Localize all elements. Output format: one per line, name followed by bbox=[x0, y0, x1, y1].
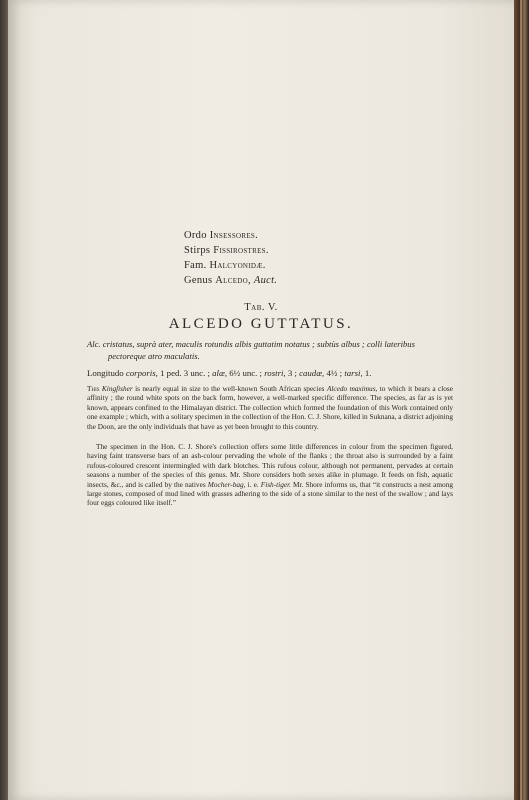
family-prefix: Fam. bbox=[184, 260, 207, 271]
measure-corporis-value: 1 ped. 3 unc. ; bbox=[157, 368, 210, 378]
paragraph1-text-a: is nearly equal in size to the well-known South African species bbox=[132, 384, 327, 393]
stirps-name: Fissirostres. bbox=[213, 245, 269, 256]
description-paragraph-2 bbox=[87, 442, 453, 508]
measure-tarsi-label: tarsi, bbox=[344, 368, 363, 378]
paragraph2-text-b: i. e. bbox=[245, 479, 261, 489]
plate-number: Tab. V. bbox=[244, 302, 278, 313]
measurements-line bbox=[87, 368, 447, 379]
genus-name: Alcedo, bbox=[215, 275, 251, 286]
genus-authority: Auct. bbox=[253, 275, 278, 286]
paragraph-lead-word: Kingfisher bbox=[101, 384, 133, 393]
family-line bbox=[184, 260, 354, 272]
measure-caudae-value: 4½ ; bbox=[324, 368, 343, 378]
latin-description bbox=[87, 339, 447, 362]
description-paragraph-1 bbox=[87, 384, 453, 431]
genus-line bbox=[184, 275, 354, 287]
stirps-prefix: Stirps bbox=[184, 245, 211, 256]
measure-caudae-label: caudæ, bbox=[299, 368, 325, 378]
ordo-name: Insessores. bbox=[209, 230, 259, 241]
stirps-line bbox=[184, 245, 354, 257]
measure-alae-value: 6½ unc. ; bbox=[227, 368, 262, 378]
latin-line-2: pectoreque atro maculatis. bbox=[108, 350, 200, 361]
species-title: ALCEDO GUTTATUS. bbox=[168, 316, 354, 332]
measure-alae-label: alæ, bbox=[212, 368, 228, 378]
measure-rostri-value: 3 ; bbox=[285, 368, 297, 378]
paragraph1-species: Alcedo maximus, bbox=[326, 384, 378, 393]
paragraph2-text-c: Mr. Shore informs us, that “it constructs a nest among large stones, composed of mud lined with grasses adhering to the side of a stone similar to the nest of the swallow ; and lays four eggs coloured like itself.” bbox=[87, 479, 453, 508]
measure-rostri-label: rostri, bbox=[264, 368, 286, 378]
paragraph2-native-name-1: Mocher-bag, bbox=[207, 479, 246, 489]
family-name: Halcyonidæ. bbox=[209, 260, 266, 271]
paragraph2-text-a: The specimen in the Hon. C. J. Shore's collection offers some little differences in colour from the specimen figured, having faint transverse bars of an ash-colour pervading the whole of the flanks ; the throat also is surrounded by a faint rufous-coloured crescent intermingled with dark blotches. This rufous colour, although not permanent, pervades at certain seasons a number of the species of this genus. Mr. Shore considers both sexes alike in plumage. It feeds on fish, aquatic insects, &c., and is called by the natives bbox=[87, 442, 453, 489]
measure-prefix: Longitudo bbox=[87, 368, 124, 378]
paragraph-lead: This bbox=[87, 384, 100, 393]
measure-corporis-label: corporis, bbox=[125, 368, 158, 378]
ordo-prefix: Ordo bbox=[184, 230, 207, 241]
paragraph2-native-name-2: Fish-tiger. bbox=[260, 479, 291, 489]
book-page bbox=[8, 0, 514, 800]
page-edge-highlight bbox=[520, 0, 522, 800]
ordo-line bbox=[184, 230, 354, 242]
measure-tarsi-value: 1. bbox=[362, 368, 372, 378]
page-content bbox=[8, 0, 514, 800]
paragraph1-text-b: to which it bears a close affinity ; the round white spots on the back form, however, a well-marked specific difference. The species, as far as is yet known, appears confined to the Himalayan district. The collection which formed the foundation of this Work contained only one example ; which, with a solitary specimen in the collection of the Hon. C. J. Shore, killed in Suknana, a district adjoining the Doon, are the only individuals that have as yet been brought to this country. bbox=[87, 384, 453, 431]
latin-line-1: Alc. cristatus, suprà ater, maculis rotundis albis guttatim notatus ; subtùs albus ; colli lateribus bbox=[87, 339, 415, 349]
genus-prefix: Genus bbox=[184, 275, 213, 286]
